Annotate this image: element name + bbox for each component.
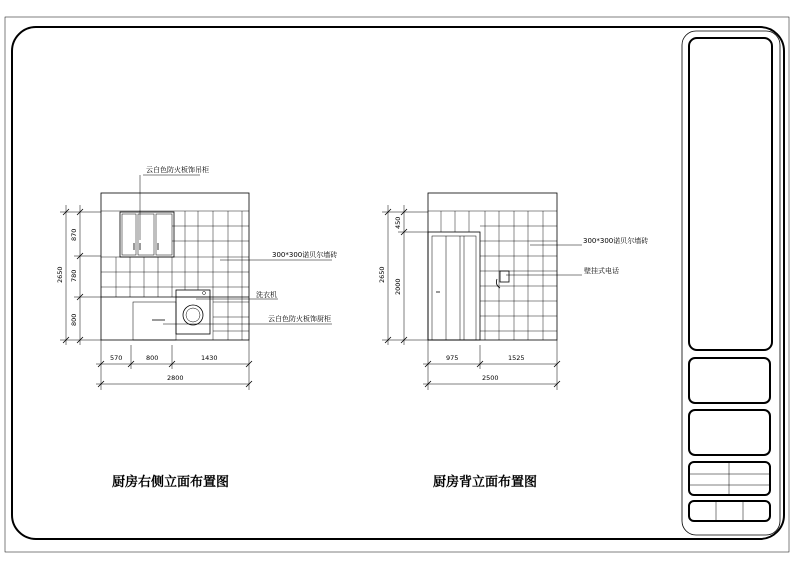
base-cabinet [101,297,249,340]
dim-back-width-975: 975 [446,354,459,362]
back-elevation-vertical-dimensions [382,205,428,345]
callout-wall-tile: 300*300诺贝尔墙砖 [272,251,338,259]
dim-right-width-total: 2800 [167,374,184,382]
dim-back-height-450: 450 [394,216,402,229]
back-elevation-tile-grid [428,211,557,340]
right-elevation-horizontal-dimensions [96,340,252,390]
back-elevation-wall-outline [428,193,557,340]
wall-cabinet [120,212,174,257]
dim-right-width-1430: 1430 [201,354,218,362]
right-elevation-title: 厨房右侧立面布置图 [112,475,230,490]
title-block-panel-2 [689,358,770,403]
dim-right-height-total: 2650 [56,266,64,283]
dim-back-height-total: 2650 [378,266,386,283]
right-side-elevation [56,165,337,390]
right-elevation-vertical-dimensions [60,205,101,345]
dim-right-width-800: 800 [146,354,159,362]
back-elevation-horizontal-dimensions [423,340,560,390]
dim-back-width-1525: 1525 [508,354,525,362]
callout-washing-machine: 洗衣机 [256,291,277,299]
title-block-frame [682,31,780,535]
callout-wall-phone: 壁挂式电话 [584,267,619,275]
wall-phone-symbol [496,271,509,288]
right-elevation-leaders [140,175,332,324]
dim-right-height-800: 800 [70,313,78,326]
back-elevation-title: 厨房背立面布置图 [433,475,538,490]
callout-back-wall-tile: 300*300诺贝尔墙砖 [583,237,649,245]
dim-right-width-570: 570 [110,354,123,362]
back-elevation [378,193,648,390]
callout-wall-cabinet: 云白色防火板饰吊柜 [146,166,209,174]
dim-back-width-total: 2500 [482,374,499,382]
title-block-main-panel [689,38,772,350]
callout-base-cabinet: 云白色防火板饰厨柜 [268,315,331,323]
right-elevation-tile-grid [101,211,249,340]
dim-right-height-780: 780 [70,269,78,282]
dim-back-height-2000: 2000 [394,278,402,295]
title-block-panel-3 [689,410,770,455]
dim-right-height-870: 870 [70,228,78,241]
title-block-grid [689,462,770,495]
back-elevation-leaders [506,245,582,275]
title-block-bottom-strip [689,501,770,521]
door-symbol [428,232,480,340]
right-elevation-wall-outline [101,193,249,340]
